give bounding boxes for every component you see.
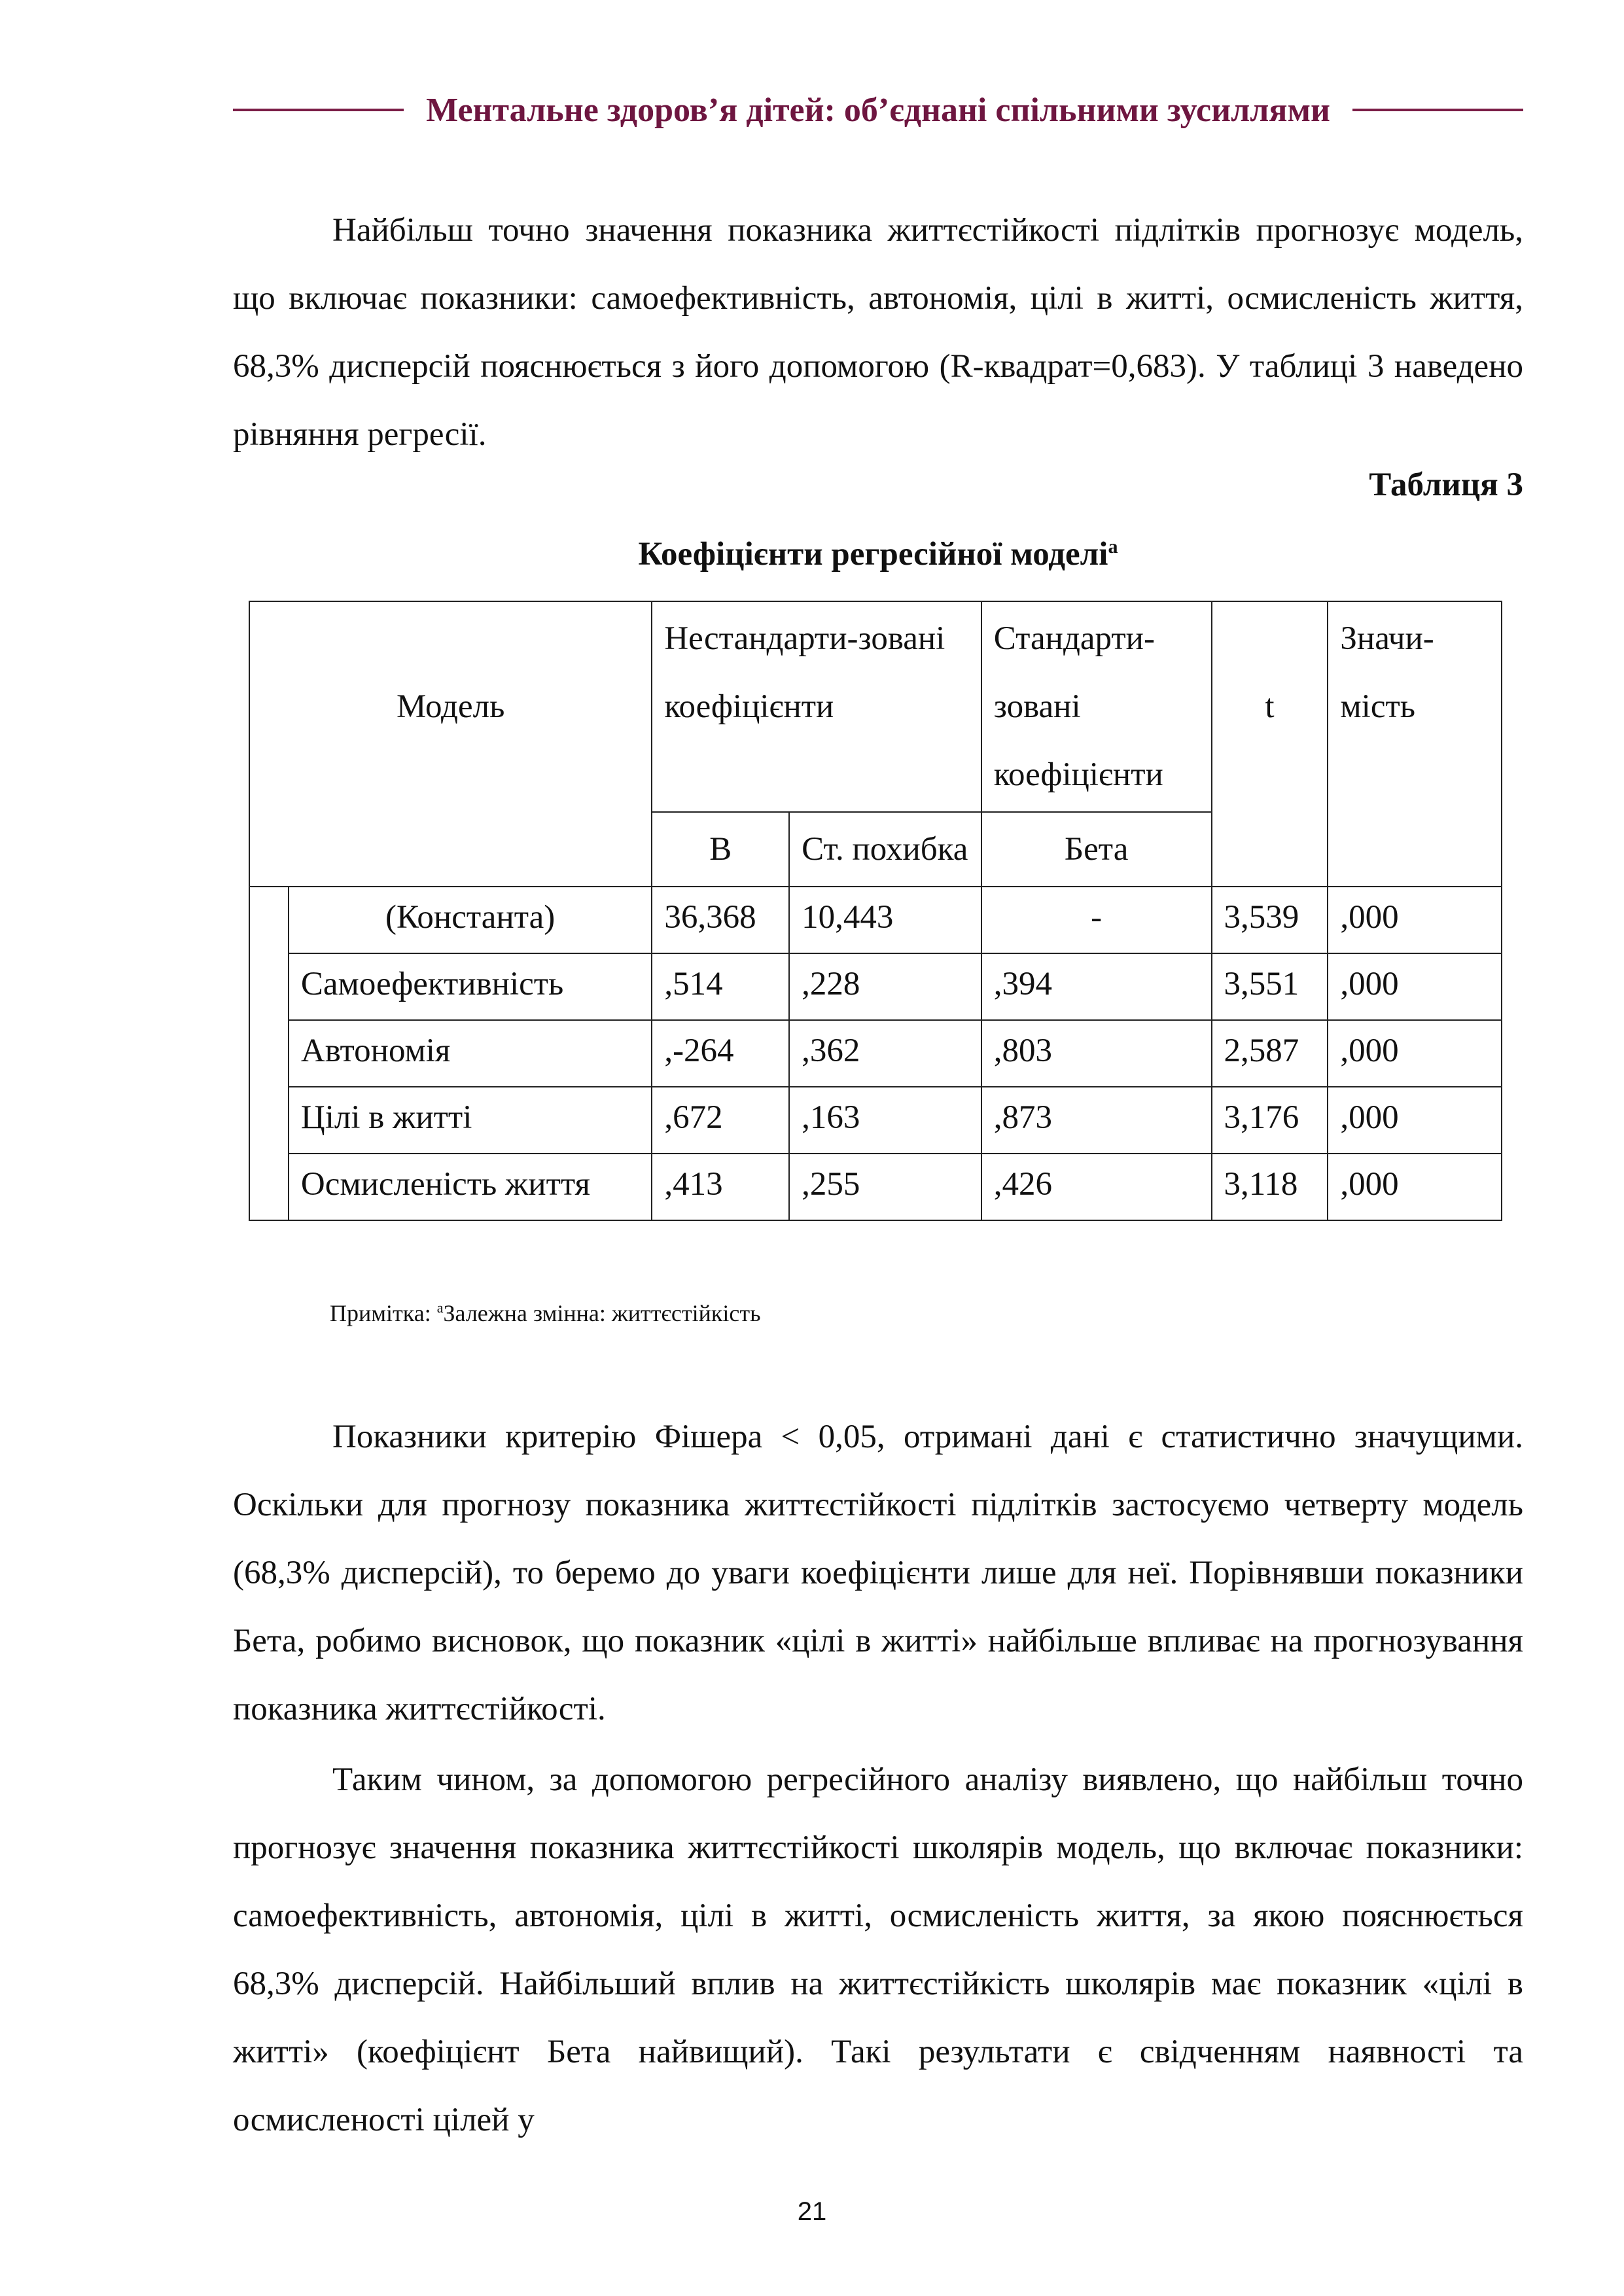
- table-note-sup: a: [436, 1299, 444, 1316]
- row-se: ,228: [789, 953, 981, 1020]
- table-row: [249, 1020, 1502, 1087]
- row-se: ,255: [789, 1154, 981, 1220]
- header-beta: Бета: [981, 812, 1212, 887]
- table-row: [249, 953, 1502, 1020]
- row-t: 3,539: [1212, 887, 1328, 953]
- header-rule-left: [233, 109, 404, 111]
- model-index-cell: [249, 887, 289, 1220]
- row-sig: ,000: [1328, 1020, 1502, 1087]
- paragraph-2: Показники критерію Фішера < 0,05, отримані дані є статистично значущими. Оскільки для прогнозу показника життєстійкості підлітків застосуємо четверту модель (68,3% дисперсій), то беремо до уваги коефіцієнти лише для неї. Порівнявши показники Бета, робимо висновок, що показник «цілі в житті» найбільше впливає на прогнозування показника життєстійкості.: [233, 1419, 1523, 1727]
- table-row: [249, 1087, 1502, 1154]
- header-std-error: Ст. похибка: [789, 812, 981, 887]
- row-sig: ,000: [1328, 1154, 1502, 1220]
- row-beta: ,873: [981, 1087, 1212, 1154]
- row-t: 3,551: [1212, 953, 1328, 1020]
- row-sig: ,000: [1328, 953, 1502, 1020]
- row-beta: -: [981, 887, 1212, 953]
- row-sig: ,000: [1328, 1087, 1502, 1154]
- header-b: B: [652, 812, 789, 887]
- header-standardized: Стандарти-зовані коефіцієнти: [981, 601, 1212, 812]
- row-b: 36,368: [652, 887, 789, 953]
- table-header-row-1: [249, 601, 1502, 812]
- table-note: [330, 1299, 761, 1327]
- header-t: t: [1212, 601, 1328, 887]
- page-number: 21: [797, 2197, 827, 2226]
- table-caption: [233, 535, 1523, 573]
- header-model: Модель: [249, 601, 652, 887]
- row-t: 3,118: [1212, 1154, 1328, 1220]
- running-header: [233, 84, 1523, 136]
- row-b: ,413: [652, 1154, 789, 1220]
- header-title: Ментальне здоров’я дітей: об’єднані спільними зусиллями: [426, 91, 1330, 129]
- row-sig: ,000: [1328, 887, 1502, 953]
- table-caption-sup: a: [1108, 536, 1118, 557]
- table-row: [249, 1154, 1502, 1220]
- row-name: Автономія: [289, 1020, 652, 1087]
- row-name: Осмисленість життя: [289, 1154, 652, 1220]
- header-rule-right: [1352, 109, 1523, 111]
- row-se: ,163: [789, 1087, 981, 1154]
- paragraph-1: Найбільш точно значення показника життєстійкості підлітків прогнозує модель, що включає показники: самоефективність, автономія, цілі в житті, осмисленість життя, 68,3% дисперсій пояснюється з його допомогою (R-квадрат=0,683). У таблиці 3 наведено рівняння регресії.: [233, 212, 1523, 453]
- table-note-text: Залежна змінна: життєстійкість: [443, 1300, 761, 1326]
- header-significance: Значи-мість: [1328, 601, 1502, 887]
- row-se: 10,443: [789, 887, 981, 953]
- table-row: [249, 887, 1502, 953]
- row-beta: ,803: [981, 1020, 1212, 1087]
- row-b: ,672: [652, 1087, 789, 1154]
- table-caption-text: Коефіцієнти регресійної моделі: [638, 536, 1108, 573]
- row-se: ,362: [789, 1020, 981, 1087]
- row-name: Самоефективність: [289, 953, 652, 1020]
- row-name: (Константа): [289, 887, 652, 953]
- table-number: Таблиця 3: [1369, 467, 1523, 503]
- row-b: ,514: [652, 953, 789, 1020]
- row-t: 2,587: [1212, 1020, 1328, 1087]
- regression-table: [249, 601, 1502, 1221]
- paragraph-3: Таким чином, за допомогою регресійного аналізу виявлено, що найбільш точно прогнозує значення показника життєстійкості школярів модель, що включає показники: самоефективність, автономія, цілі в житті, осмисленість життя, за якою пояснюється 68,3% дисперсій. Найбільший вплив на життєстійкість школярів має показник «цілі в житті» (коефіцієнт Бета найвищий). Такі результати є свідченням наявності та осмисленості цілей у: [233, 1761, 1523, 2138]
- header-unstandardized: Нестандарти-зовані коефіцієнти: [652, 601, 981, 812]
- row-b: ,-264: [652, 1020, 789, 1087]
- row-name: Цілі в житті: [289, 1087, 652, 1154]
- row-beta: ,426: [981, 1154, 1212, 1220]
- table-note-label: Примітка:: [330, 1300, 437, 1326]
- row-t: 3,176: [1212, 1087, 1328, 1154]
- row-beta: ,394: [981, 953, 1212, 1020]
